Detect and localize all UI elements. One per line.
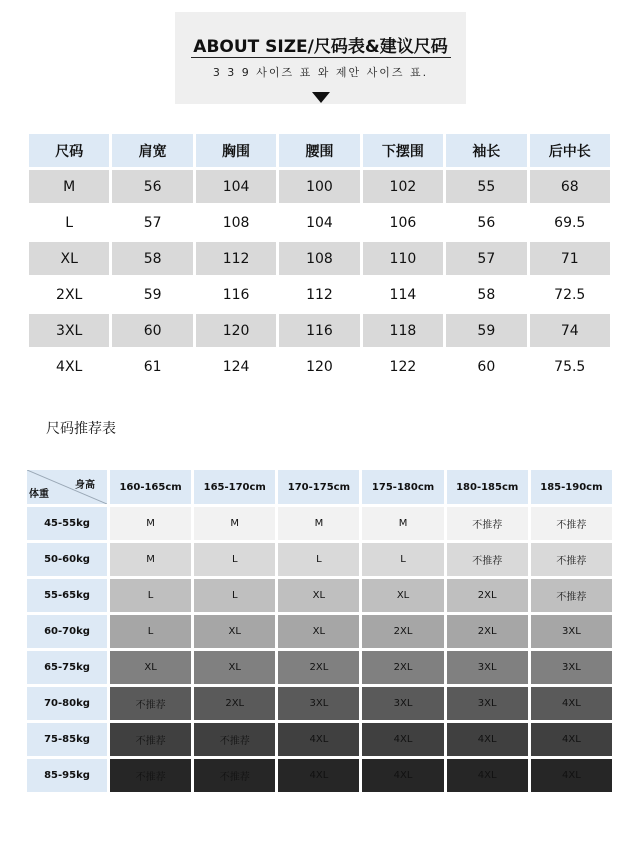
size-value-cell: 104 — [279, 206, 359, 239]
recommend-table-header — [27, 470, 612, 504]
recommend-value-cell: 2XL — [278, 651, 359, 684]
table-row — [27, 687, 612, 720]
size-value-cell: 110 — [363, 242, 443, 275]
recommend-value-cell: M — [278, 507, 359, 540]
size-value-cell: 68 — [530, 170, 610, 203]
height-header-cell: 180-185cm — [447, 470, 528, 504]
size-value-cell: 116 — [196, 278, 276, 311]
recommend-value-cell: 3XL — [447, 651, 528, 684]
weight-label-cell: 75-85kg — [27, 723, 107, 756]
recommend-value-cell: M — [194, 507, 275, 540]
height-header-cell: 170-175cm — [278, 470, 359, 504]
size-value-cell: 58 — [446, 278, 526, 311]
weight-label-cell: 70-80kg — [27, 687, 107, 720]
size-value-cell: 108 — [279, 242, 359, 275]
recommend-value-cell: 不推荐 — [194, 723, 275, 756]
size-value-cell: 59 — [446, 314, 526, 347]
recommend-value-cell: L — [278, 543, 359, 576]
recommend-value-cell: XL — [278, 579, 359, 612]
recommend-value-cell: L — [362, 543, 443, 576]
recommend-value-cell: XL — [194, 651, 275, 684]
corner-weight-label: 体重 — [29, 489, 49, 500]
height-header-cell: 160-165cm — [110, 470, 191, 504]
size-value-cell: 120 — [279, 350, 359, 383]
recommend-value-cell: L — [110, 579, 191, 612]
size-value-cell: 74 — [530, 314, 610, 347]
size-value-cell: 120 — [196, 314, 276, 347]
recommend-value-cell: 4XL — [362, 723, 443, 756]
recommend-value-cell: L — [194, 543, 275, 576]
table-row — [29, 242, 610, 275]
weight-label-cell: 65-75kg — [27, 651, 107, 684]
recommend-value-cell: 4XL — [447, 759, 528, 792]
table-row — [27, 507, 612, 540]
size-value-cell: 122 — [363, 350, 443, 383]
size-value-cell: 57 — [446, 242, 526, 275]
size-value-cell: 60 — [112, 314, 192, 347]
size-value-cell: 56 — [112, 170, 192, 203]
recommend-value-cell: 4XL — [531, 687, 612, 720]
size-value-cell: 60 — [446, 350, 526, 383]
size-value-cell: 108 — [196, 206, 276, 239]
size-value-cell: 57 — [112, 206, 192, 239]
table-row — [27, 543, 612, 576]
recommend-title: 尺码推荐表 — [46, 421, 116, 437]
size-value-cell: 116 — [279, 314, 359, 347]
recommend-value-cell: 不推荐 — [531, 543, 612, 576]
size-table — [26, 131, 613, 386]
recommend-value-cell: 4XL — [278, 759, 359, 792]
recommend-value-cell: 不推荐 — [531, 579, 612, 612]
size-table-header — [29, 134, 610, 167]
banner-subtitle: 3 3 9 사이즈 표 와 제안 사이즈 표. — [212, 66, 429, 79]
size-value-cell: 71 — [530, 242, 610, 275]
size-value-cell: 118 — [363, 314, 443, 347]
size-header-cell: 尺码 — [29, 134, 109, 167]
size-label-cell: 3XL — [29, 314, 109, 347]
recommend-value-cell: 不推荐 — [110, 723, 191, 756]
recommend-value-cell: 3XL — [531, 651, 612, 684]
recommend-value-cell: 不推荐 — [447, 543, 528, 576]
recommend-value-cell: 4XL — [362, 759, 443, 792]
size-label-cell: XL — [29, 242, 109, 275]
recommend-table — [24, 467, 615, 795]
size-value-cell: 102 — [363, 170, 443, 203]
recommend-value-cell: 3XL — [278, 687, 359, 720]
size-value-cell: 72.5 — [530, 278, 610, 311]
table-row — [29, 206, 610, 239]
recommend-value-cell: XL — [194, 615, 275, 648]
recommend-value-cell: M — [110, 543, 191, 576]
size-value-cell: 100 — [279, 170, 359, 203]
size-label-cell: 4XL — [29, 350, 109, 383]
size-value-cell: 106 — [363, 206, 443, 239]
size-label-cell: 2XL — [29, 278, 109, 311]
height-header-cell: 165-170cm — [194, 470, 275, 504]
size-value-cell: 124 — [196, 350, 276, 383]
size-label-cell: M — [29, 170, 109, 203]
recommend-value-cell: 不推荐 — [447, 507, 528, 540]
recommend-value-cell: XL — [362, 579, 443, 612]
corner-height-label: 身高 — [75, 480, 95, 491]
recommend-value-cell: 不推荐 — [531, 507, 612, 540]
recommend-value-cell: 2XL — [362, 615, 443, 648]
size-value-cell: 58 — [112, 242, 192, 275]
weight-label-cell: 60-70kg — [27, 615, 107, 648]
size-value-cell: 59 — [112, 278, 192, 311]
recommend-value-cell: 2XL — [447, 615, 528, 648]
size-value-cell: 61 — [112, 350, 192, 383]
weight-label-cell: 45-55kg — [27, 507, 107, 540]
corner-cell — [27, 470, 107, 504]
recommend-value-cell: 不推荐 — [110, 759, 191, 792]
size-value-cell: 69.5 — [530, 206, 610, 239]
recommend-value-cell: M — [110, 507, 191, 540]
recommend-value-cell: 不推荐 — [110, 687, 191, 720]
table-row — [27, 579, 612, 612]
recommend-value-cell: XL — [278, 615, 359, 648]
weight-label-cell: 85-95kg — [27, 759, 107, 792]
arrow-down-icon — [312, 92, 330, 103]
recommend-value-cell: 2XL — [194, 687, 275, 720]
size-header-cell: 后中长 — [530, 134, 610, 167]
weight-label-cell: 50-60kg — [27, 543, 107, 576]
height-header-cell: 185-190cm — [531, 470, 612, 504]
recommend-value-cell: XL — [110, 651, 191, 684]
weight-label-cell: 55-65kg — [27, 579, 107, 612]
banner-divider — [191, 57, 451, 58]
size-header-cell: 下摆围 — [363, 134, 443, 167]
recommend-value-cell: L — [194, 579, 275, 612]
recommend-value-cell: 2XL — [447, 579, 528, 612]
table-row — [29, 350, 610, 383]
table-row — [27, 759, 612, 792]
size-label-cell: L — [29, 206, 109, 239]
size-value-cell: 55 — [446, 170, 526, 203]
recommend-value-cell: 4XL — [531, 723, 612, 756]
banner-title: ABOUT SIZE/尺码表&建议尺码 — [193, 37, 448, 57]
recommend-value-cell: L — [110, 615, 191, 648]
size-header-cell: 腰围 — [279, 134, 359, 167]
recommend-value-cell: 3XL — [531, 615, 612, 648]
size-header-cell: 肩宽 — [112, 134, 192, 167]
size-header-cell: 袖长 — [446, 134, 526, 167]
recommend-value-cell: 4XL — [447, 723, 528, 756]
table-row — [27, 723, 612, 756]
table-row — [29, 170, 610, 203]
size-value-cell: 114 — [363, 278, 443, 311]
recommend-value-cell: 3XL — [447, 687, 528, 720]
size-value-cell: 104 — [196, 170, 276, 203]
recommend-value-cell: M — [362, 507, 443, 540]
table-row — [29, 314, 610, 347]
recommend-value-cell: 不推荐 — [194, 759, 275, 792]
recommend-value-cell: 3XL — [362, 687, 443, 720]
size-value-cell: 112 — [196, 242, 276, 275]
size-value-cell: 56 — [446, 206, 526, 239]
height-header-cell: 175-180cm — [362, 470, 443, 504]
recommend-value-cell: 2XL — [362, 651, 443, 684]
recommend-value-cell: 4XL — [531, 759, 612, 792]
table-row — [27, 651, 612, 684]
size-header-cell: 胸围 — [196, 134, 276, 167]
header-banner — [175, 12, 466, 104]
table-row — [29, 278, 610, 311]
recommend-value-cell: 4XL — [278, 723, 359, 756]
table-row — [27, 615, 612, 648]
size-value-cell: 112 — [279, 278, 359, 311]
size-value-cell: 75.5 — [530, 350, 610, 383]
